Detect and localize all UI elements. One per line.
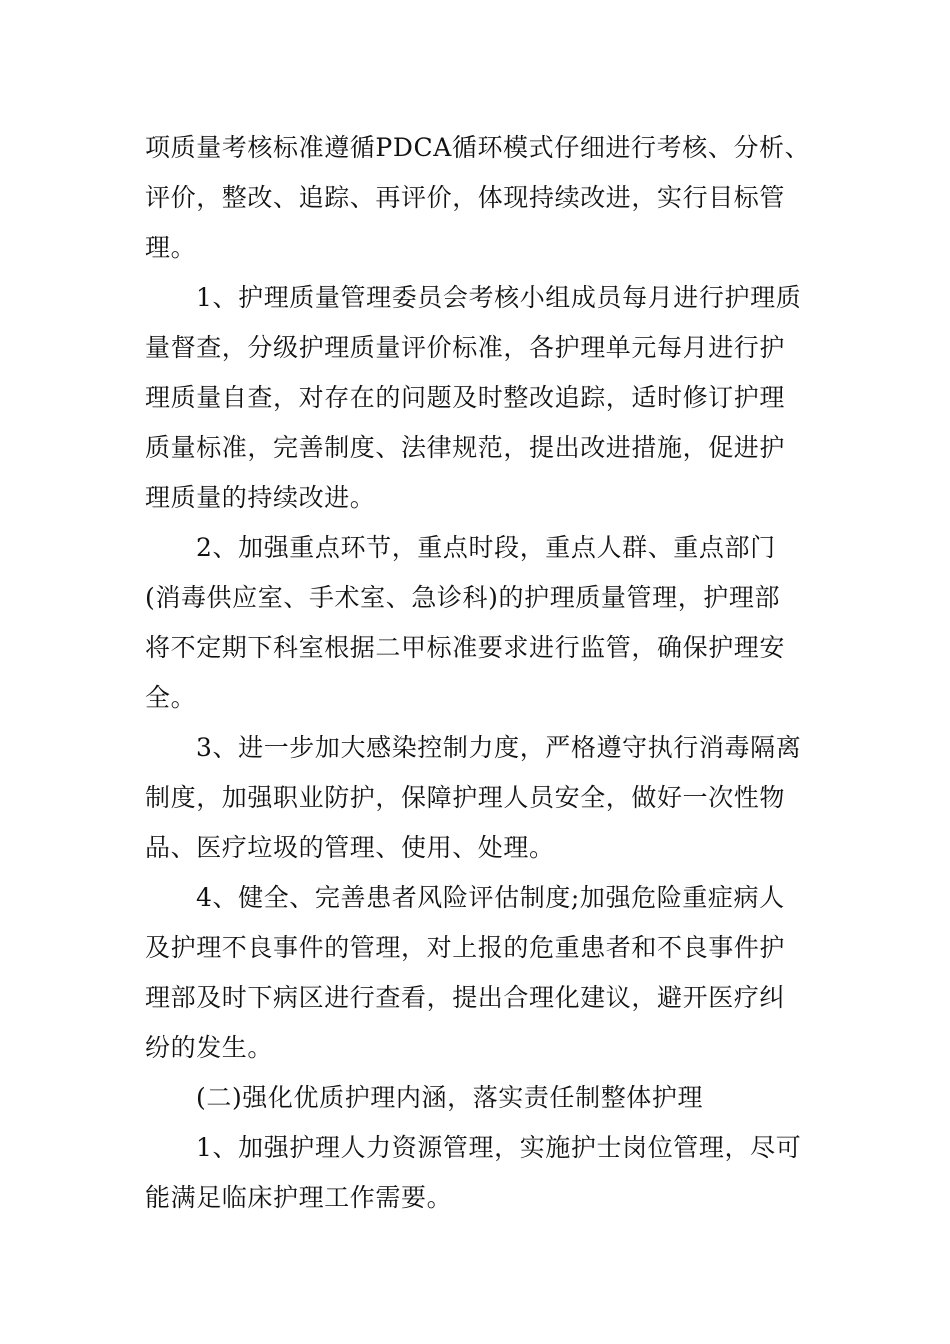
text-line: 全。 <box>145 683 197 712</box>
text-line: 4、健全、完善患者风险评估制度;加强危险重症病人 <box>196 883 785 912</box>
text-line: 3、进一步加大感染控制力度，严格遵守执行消毒隔离 <box>196 733 802 762</box>
text-line: 2、加强重点环节，重点时段，重点人群、重点部门 <box>196 533 776 562</box>
text-line: 将不定期下科室根据二甲标准要求进行监管，确保护理安 <box>145 633 786 662</box>
text-line: 理质量的持续改进。 <box>145 483 376 512</box>
text-line: 评价，整改、追踪、再评价，体现持续改进，实行目标管 <box>145 183 786 212</box>
text-line: 制度，加强职业防护，保障护理人员安全，做好一次性物 <box>145 783 786 812</box>
text-line: 理质量自查，对存在的问题及时整改追踪，适时修订护理 <box>145 383 786 412</box>
text-line: 项质量考核标准遵循PDCA循环模式仔细进行考核、分析、 <box>145 133 811 162</box>
text-line: 量督查，分级护理质量评价标准，各护理单元每月进行护 <box>145 333 786 362</box>
section-heading: (二)强化优质护理内涵，落实责任制整体护理 <box>196 1083 704 1112</box>
text-line: (消毒供应室、手术室、急诊科)的护理质量管理，护理部 <box>145 583 781 612</box>
text-line: 纷的发生。 <box>145 1033 274 1062</box>
text-line: 品、医疗垃圾的管理、使用、处理。 <box>145 833 555 862</box>
text-line: 及护理不良事件的管理，对上报的危重患者和不良事件护 <box>145 933 786 962</box>
text-line: 1、护理质量管理委员会考核小组成员每月进行护理质 <box>196 283 802 312</box>
text-line: 1、加强护理人力资源管理，实施护士岗位管理，尽可 <box>196 1133 802 1162</box>
text-line: 能满足临床护理工作需要。 <box>145 1183 453 1212</box>
text-line: 质量标准，完善制度、法律规范，提出改进措施，促进护 <box>145 433 786 462</box>
text-line: 理。 <box>145 233 197 262</box>
text-line: 理部及时下病区进行查看，提出合理化建议，避开医疗纠 <box>145 983 786 1012</box>
